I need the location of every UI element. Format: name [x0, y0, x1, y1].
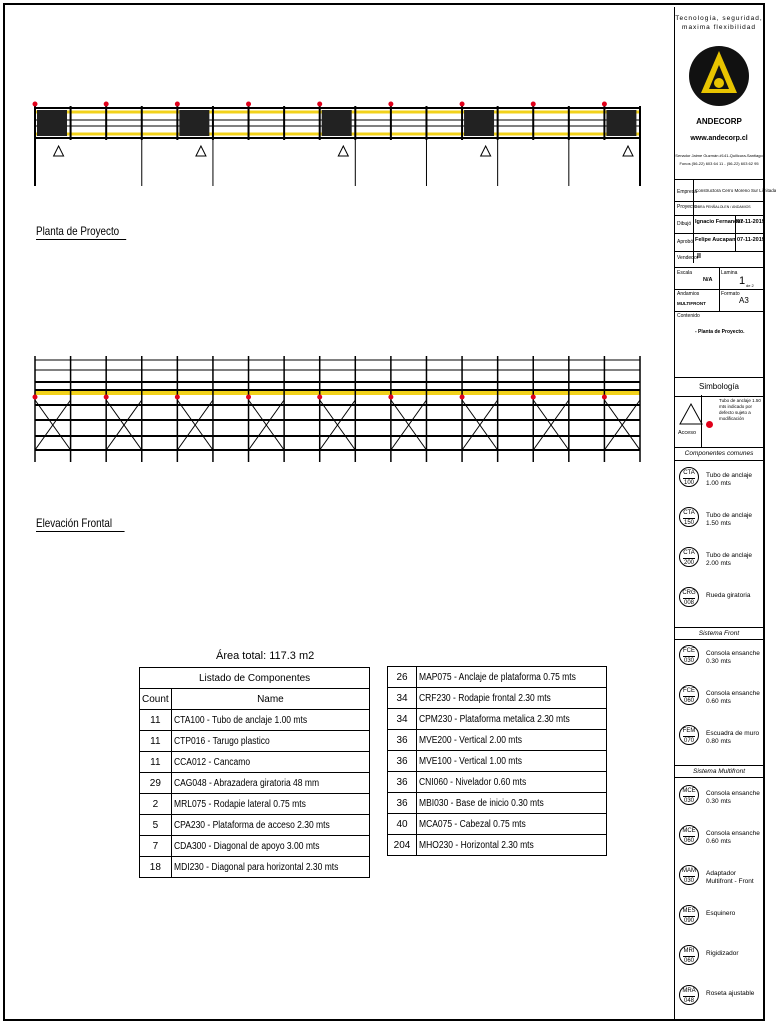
anchor-marker [531, 395, 536, 400]
header-count: Count [140, 689, 172, 710]
red-marker-icon [706, 421, 713, 428]
access-bay [322, 110, 352, 136]
component-name: CRF230 - Rodapie frontal 2.30 mts [417, 688, 607, 709]
component-name: CPM230 - Plataforma metalica 2.30 mts [417, 709, 607, 730]
anchor-marker [317, 102, 322, 107]
anchor-marker [317, 395, 322, 400]
component-row [140, 794, 370, 815]
anchor-marker [104, 395, 109, 400]
andamios-key: Andamios [677, 291, 700, 297]
symbol-badge: CTA 100 [679, 467, 699, 487]
components-table-left [139, 667, 370, 878]
component-name: CNI060 - Nivelador 0.60 mts [417, 772, 607, 793]
symbol-badge: MES 090 [679, 905, 699, 925]
elevation-title: Elevación Frontal [36, 516, 125, 532]
component-row [140, 731, 370, 752]
anchor-marker [246, 102, 251, 107]
brand-name: ANDECORP [696, 117, 742, 126]
component-name: MVE100 - Vertical 1.00 mts [417, 751, 607, 772]
symbol-description: Rueda giratoria [706, 592, 751, 599]
anchor-marker [175, 102, 180, 107]
component-row [140, 857, 370, 878]
component-count: 11 [140, 710, 172, 731]
access-triangle-icon [196, 146, 206, 156]
area-total: Área total: 117.3 m2 [216, 650, 315, 662]
component-name: CCA012 - Cancamo [171, 752, 369, 773]
symbol-description: Consola ensanche 0.60 mts [706, 830, 760, 845]
component-count: 34 [388, 688, 417, 709]
symbol-badge: FCE 060 [679, 685, 699, 705]
symbol-badge: MRI 060 [679, 945, 699, 965]
component-name: CTA100 - Tubo de anclaje 1.00 mts [171, 710, 369, 731]
component-row [388, 772, 607, 793]
access-bay [179, 110, 209, 136]
front-heading: Sistema Front [675, 627, 763, 640]
formato-key: Formato [721, 291, 740, 297]
component-count: 11 [140, 752, 172, 773]
component-count: 18 [140, 857, 172, 878]
lamina-de: de 2 [746, 283, 754, 288]
component-name: MAP075 - Anclaje de plataforma 0.75 mts [417, 667, 607, 688]
component-name: CTP016 - Tarugo plastico [171, 731, 369, 752]
access-triangle-icon [623, 146, 633, 156]
component-count: 5 [140, 815, 172, 836]
access-bay [464, 110, 494, 136]
anchor-marker [388, 395, 393, 400]
component-count: 34 [388, 709, 417, 730]
elevation-drawing [0, 350, 674, 500]
component-row [140, 710, 370, 731]
symbol-description: Roseta ajustable [706, 990, 755, 997]
formato-value: A3 [739, 296, 749, 305]
component-row [388, 793, 607, 814]
access-triangle-icon [338, 146, 348, 156]
component-name: MRL075 - Rodapie lateral 0.75 mts [171, 794, 369, 815]
aprobo-value: Felipe Aucapan [695, 237, 736, 243]
symbol-description: Consola ensanche 0.30 mts [706, 790, 760, 805]
multifront-heading: Sistema Multifront [675, 765, 763, 778]
component-count: 2 [140, 794, 172, 815]
aprobo-key: Aprobó [677, 239, 694, 245]
header-name: Name [171, 689, 369, 710]
dibujo-value: Ignacio Fernandez [695, 219, 744, 225]
component-row [388, 688, 607, 709]
component-row [140, 773, 370, 794]
symbol-description: Tubo de anclaje 1.00 mts [706, 472, 753, 487]
brand-address: Senador Jaime Guzmán #141-Quilicura-Santiago [675, 153, 763, 158]
component-name: MVE200 - Vertical 2.00 mts [417, 730, 607, 751]
plan-title: Planta de Proyecto [36, 224, 126, 240]
simbologia-heading: Simbología [675, 377, 763, 397]
brand-phones: Fonos (56-22) 603 64 11 - (56-22) 603 62 95 [679, 161, 759, 166]
component-name: CPA230 - Plataforma de acceso 2.30 mts [171, 815, 369, 836]
aprobo-date: 07-11-2019 [737, 237, 765, 243]
anchor-marker [388, 102, 393, 107]
comunes-heading: Componentes comunes [675, 447, 763, 461]
lamina-value: 1 [739, 275, 746, 287]
escala-key: Escala [677, 270, 693, 276]
andamios-value: MULTIFRONT [677, 301, 706, 306]
access-triangle-icon [481, 146, 491, 156]
symbol-badge: CTA 150 [679, 507, 699, 527]
component-name: CDA300 - Diagonal de apoyo 3.00 mts [171, 836, 369, 857]
component-name: MCA075 - Cabezal 0.75 mts [417, 814, 607, 835]
component-row [388, 835, 607, 856]
component-row [388, 730, 607, 751]
symbol-description: Consola ensanche 0.60 mts [706, 690, 760, 705]
anchor-marker [531, 102, 536, 107]
anchor-marker [246, 395, 251, 400]
vendedor-key: Vendedor [677, 255, 699, 261]
empresa-key: Empresa [677, 189, 698, 195]
symbol-description: Tubo de anclaje 1.50 mts [706, 512, 753, 527]
lamina-key: Lamina [721, 270, 738, 276]
symbol-badge: MAM 030 [679, 865, 699, 885]
component-row [388, 751, 607, 772]
access-bay [37, 110, 67, 136]
component-count: 36 [388, 730, 417, 751]
contenido-value: - Planta de Proyecto. [695, 329, 745, 335]
components-table-right [387, 666, 607, 856]
anchor-marker [104, 102, 109, 107]
symbol-badge: MCE 060 [679, 825, 699, 845]
symbol-description: Tubo de anclaje 2.00 mts [706, 552, 753, 567]
andecorp-logo-icon [689, 41, 749, 111]
access-triangle-icon [679, 403, 703, 425]
component-count: 36 [388, 772, 417, 793]
component-row [388, 709, 607, 730]
symbol-badge: CRG 008 [679, 587, 699, 607]
acceso-label: Acceso [678, 430, 697, 436]
symbol-description: Consola ensanche 0.30 mts [706, 650, 760, 665]
empresa-value: Constructora Cerro Moreno Sur Limitada [695, 188, 776, 193]
anchor-marker [33, 102, 38, 107]
dibujo-date: 07-11-2019 [737, 219, 765, 225]
anchor-marker [460, 102, 465, 107]
anchor-marker [602, 102, 607, 107]
tagline-1: Tecnología, seguridad, [675, 15, 763, 22]
escala-value: N/A [703, 277, 713, 283]
anchor-marker [460, 395, 465, 400]
component-name: MBI030 - Base de inicio 0.30 mts [417, 793, 607, 814]
proyecto-value: OBRA PENÑALOLEN / ANDAMIOS [695, 205, 751, 209]
component-name: MDI230 - Diagonal para horizontal 2.30 mts [171, 857, 369, 878]
symbol-badge: FEM 070 [679, 725, 699, 745]
access-bay [606, 110, 636, 136]
dibujo-key: Dibujó [677, 221, 692, 227]
component-count: 11 [140, 731, 172, 752]
components-title: Listado de Componentes [140, 668, 370, 689]
anchor-marker [602, 395, 607, 400]
symbol-description: Esquinero [706, 910, 736, 917]
contenido-key: Contenido [677, 313, 700, 319]
symbol-description: Rigidizador [706, 950, 739, 957]
tagline-2: maxima flexibilidad [682, 24, 756, 31]
component-count: 204 [388, 835, 417, 856]
component-row [140, 815, 370, 836]
symbol-description: Escuadra de muro 0.80 mts [706, 730, 760, 745]
symbol-badge: CTA 200 [679, 547, 699, 567]
component-count: 29 [140, 773, 172, 794]
access-triangle-icon [54, 146, 64, 156]
component-count: 36 [388, 751, 417, 772]
tubo-note: Tubo de anclaje 1.50 mts indicado por defecto sujeto a modificación [719, 398, 761, 421]
component-row [140, 836, 370, 857]
symbol-badge: MCE 030 [679, 785, 699, 805]
plan-drawing [0, 90, 674, 290]
component-name: CAG048 - Abrazadera giratoria 48 mm [171, 773, 369, 794]
component-name: MHO230 - Horizontal 2.30 mts [417, 835, 607, 856]
vendedor-value: II [697, 253, 701, 260]
symbol-badge: FCE 030 [679, 645, 699, 665]
component-count: 7 [140, 836, 172, 857]
component-count: 36 [388, 793, 417, 814]
component-row [140, 752, 370, 773]
brand-web: www.andecorp.cl [690, 135, 748, 142]
anchor-marker [175, 395, 180, 400]
component-row [388, 814, 607, 835]
proyecto-key: Proyecto [677, 204, 697, 210]
title-block [674, 7, 776, 1019]
symbol-badge: MRA 048 [679, 985, 699, 1005]
component-count: 40 [388, 814, 417, 835]
anchor-marker [33, 395, 38, 400]
component-row [388, 667, 607, 688]
symbol-description: Adaptador Multifront - Front [706, 870, 754, 885]
component-count: 26 [388, 667, 417, 688]
